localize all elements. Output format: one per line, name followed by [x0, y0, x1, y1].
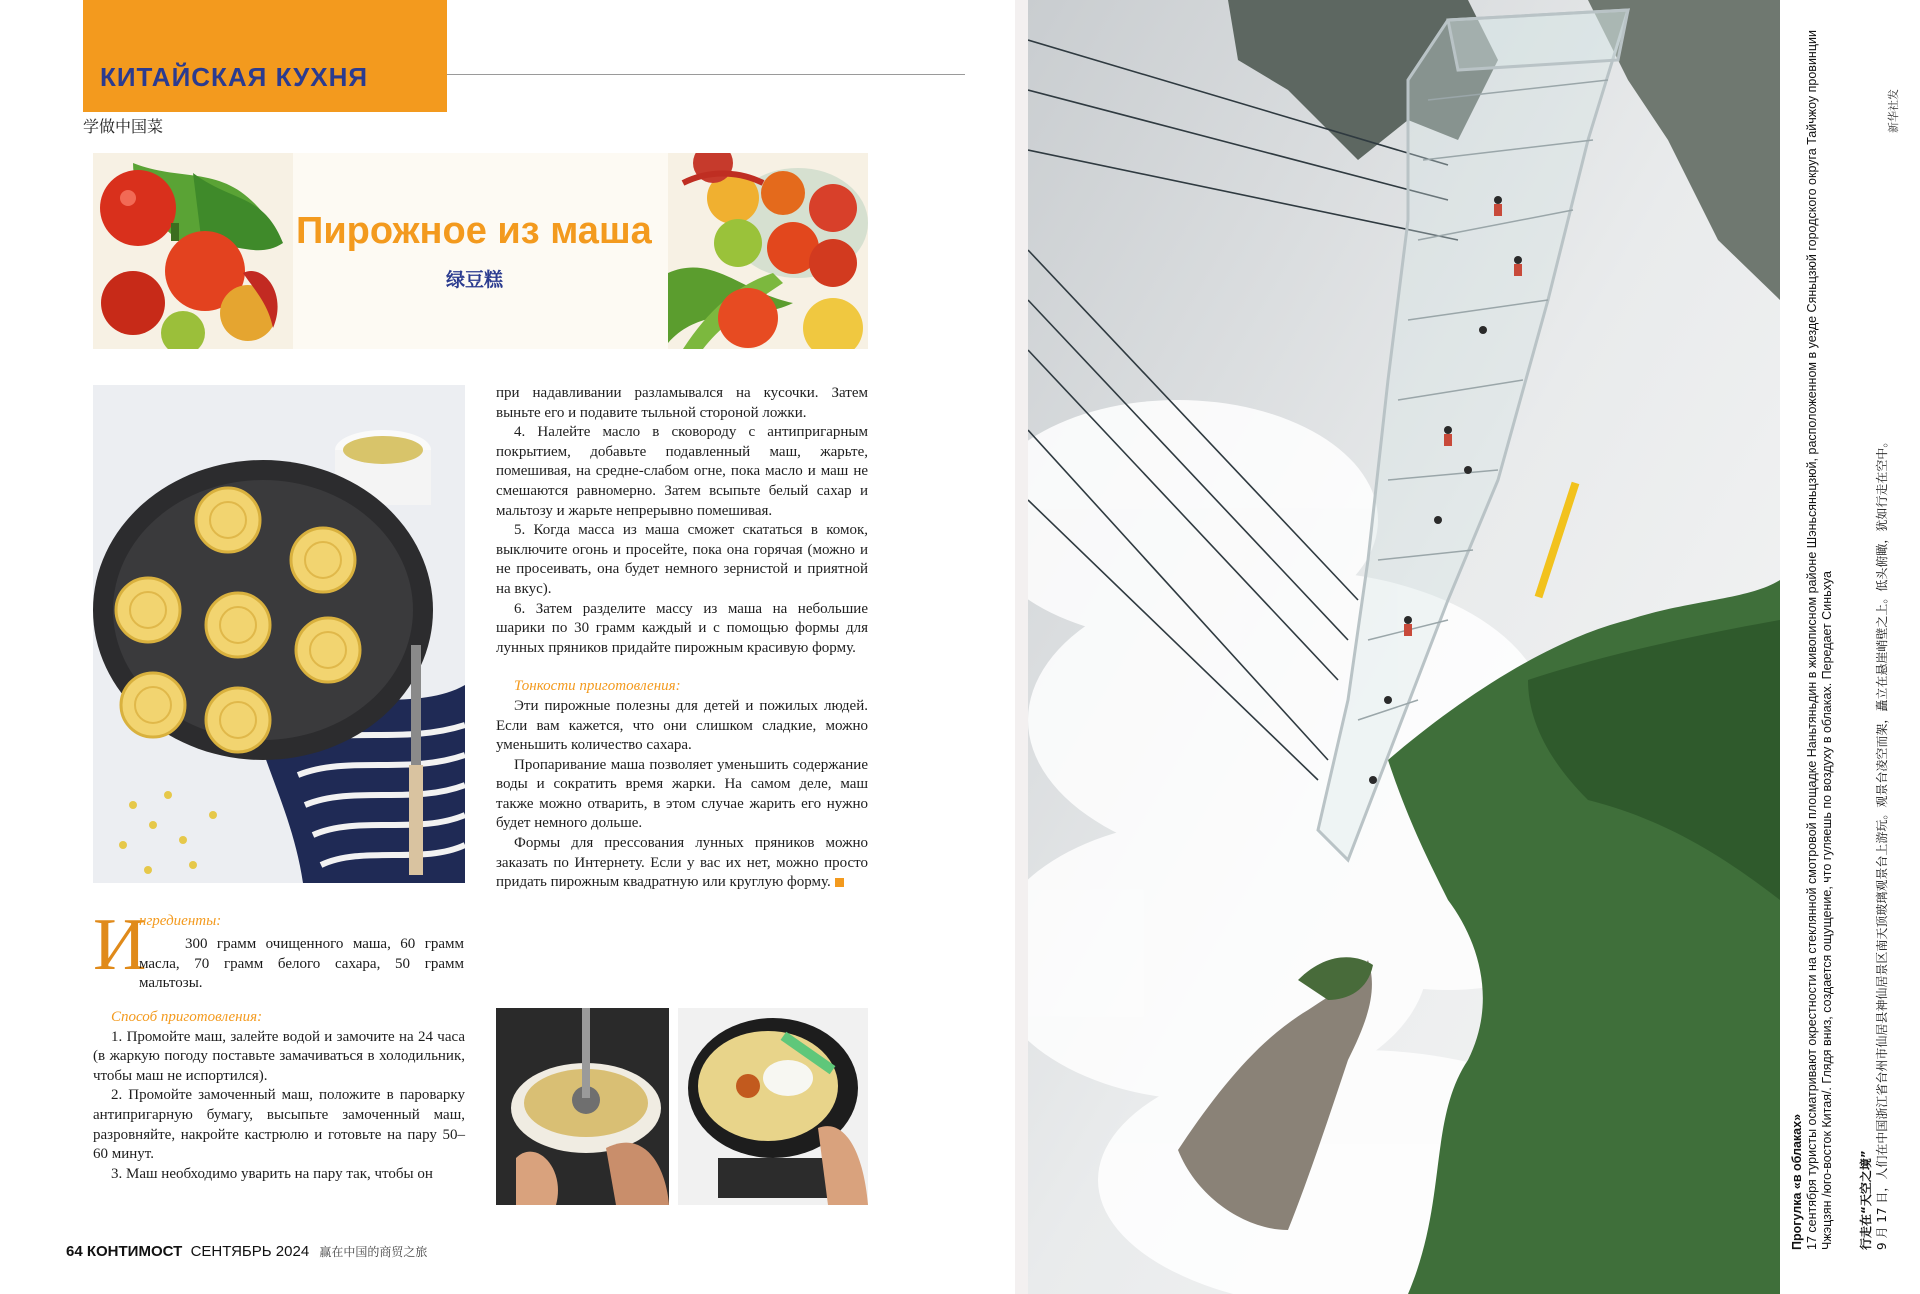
- frying-illustration: [678, 1008, 868, 1205]
- ingredients-text: [139, 935, 464, 994]
- spread-gutter: [1015, 0, 1028, 1294]
- method-step-2: 2. Промойте замоченный маш, положите в пароварку антипригарную бумагу, высыпьте замоченный маш, разровняйте, накройте кастрюлю и готовьте на пару 50–60 минут.: [93, 1087, 465, 1163]
- mung-bean-cakes-photo: [93, 385, 465, 883]
- rubric-block: [83, 0, 447, 112]
- ingredients-heading: нгредиенты:: [139, 913, 222, 929]
- frying-beans-photo: [678, 1008, 868, 1205]
- magazine-slogan-cn: 赢在中国的商贸之旅: [319, 1245, 428, 1259]
- issue-date: СЕНТЯБРЬ 2024: [190, 1243, 310, 1260]
- glass-platform-photo: [1028, 0, 1780, 1294]
- photo-credit: 新华社发: [1887, 89, 1900, 133]
- caption-text: 17 сентября туристы осматривают окрестности на стеклянной смотровой площадке Наньтяньдин в живописном районе Шэньсяньцзюй, расположенном в уезде Сяньцзюй городского округа Тайчжоу провинции Чжэцзян /юго-восток Китая/. Глядя вниз, создается ощущение, что гуляешь по воздуху в облаках. Передает Синьхуа: [1805, 30, 1834, 1250]
- end-mark-icon: [835, 878, 844, 887]
- caption-title: Прогулка «в облаках»: [1790, 1113, 1804, 1250]
- caption-text-cn: 9 月 17 日，人们在中国浙江省台州市仙居县神仙居景区南天顶玻璃观景台上游玩。观景台凌空而架，矗立在悬崖峭壁之上。低头俯瞰，犹如行走在空中。: [1875, 435, 1889, 1250]
- page-footer: [66, 1243, 427, 1260]
- tips-paragraph-1: Эти пирожные полезны для детей и пожилых людей. Если вам кажется, что они слишком сладкие, можно уменьшить количество сахара.: [496, 697, 868, 754]
- method-step-4: 4. Налейте масло в сковороду с антипригарным покрытием, добавьте подавленный маш, жарьте, помешивая, на средне-слабом огне, пока масло и маш не смешаются равномерно. Затем всыпьте белый сахар и мальтозу и жарьте непрерывно помешивая.: [496, 424, 868, 519]
- cakes-plate-illustration: [93, 385, 465, 883]
- glass-platform-illustration: [1028, 0, 1780, 1294]
- mashing-beans-photo: [496, 1008, 669, 1205]
- rubric-title: КИТАЙСКАЯ КУХНЯ: [100, 62, 369, 92]
- recipe-title: Пирожное из маша: [296, 210, 652, 252]
- rubric-subtitle-cn: 学做中国菜: [83, 117, 164, 136]
- step-3-continued: при надавливании разламывался на кусочки. Затем выньте его и подавите тыльной стороной ложки.: [496, 385, 868, 421]
- method-step-1: 1. Промойте маш, залейте водой и замочите на 24 часа (в жаркую погоду поставьте замачиваться в холодильник, чтобы маш не испортился).: [93, 1028, 465, 1084]
- recipe-column-2: [496, 384, 868, 893]
- photo-caption-ru: [1790, 10, 1835, 1250]
- photo-caption-cn: [1858, 10, 1890, 1250]
- tips-paragraph-3: [496, 834, 868, 893]
- method-column: [93, 1008, 465, 1184]
- method-heading: Способ приготовления:: [111, 1009, 263, 1025]
- tips-heading: Тонкости приготовления:: [514, 678, 681, 695]
- recipe-title-cn: 绿豆糕: [446, 269, 504, 291]
- method-step-3: 3. Маш необходимо уварить на пару так, чтобы он: [111, 1165, 433, 1182]
- method-step-5: 5. Когда масса из маша сможет скататься в комок, выключите огонь и просейте, пока она горячая (можно и не просеивать, она будет немного зернистой и приятной на вкус).: [496, 522, 868, 597]
- tips-paragraph-3-text: Формы для прессования лунных пряников можно заказать по Интернету. Если у вас их нет, можно просто придать пирожным квадратную или круглую форму.: [496, 835, 868, 891]
- magazine-name: КОНТИМОСТ: [86, 1243, 183, 1260]
- method-step-6: 6. Затем разделите массу из маша на небольшие шарики по 30 грамм каждый и с помощью формы для лунных пряников придайте пирожным красивую форму.: [496, 600, 868, 656]
- ingredients-list: 300 грамм очищенного маша, 60 грамм масла, 70 грамм белого сахара, 50 грамм мальтозы.: [139, 936, 464, 992]
- tips-paragraph-2: Пропаривание маша позволяет уменьшить содержание воды и сократить время жарки. На самом деле, маш также можно отварить, в этом случае жарить его нужно будет немного дольше.: [496, 756, 868, 832]
- page-number: 64: [66, 1243, 83, 1260]
- rubric-rule: [447, 74, 965, 75]
- mashing-illustration: [496, 1008, 669, 1205]
- caption-title-cn: 行走在“天空之境”: [1859, 1150, 1873, 1250]
- drop-cap-letter: И: [93, 904, 147, 986]
